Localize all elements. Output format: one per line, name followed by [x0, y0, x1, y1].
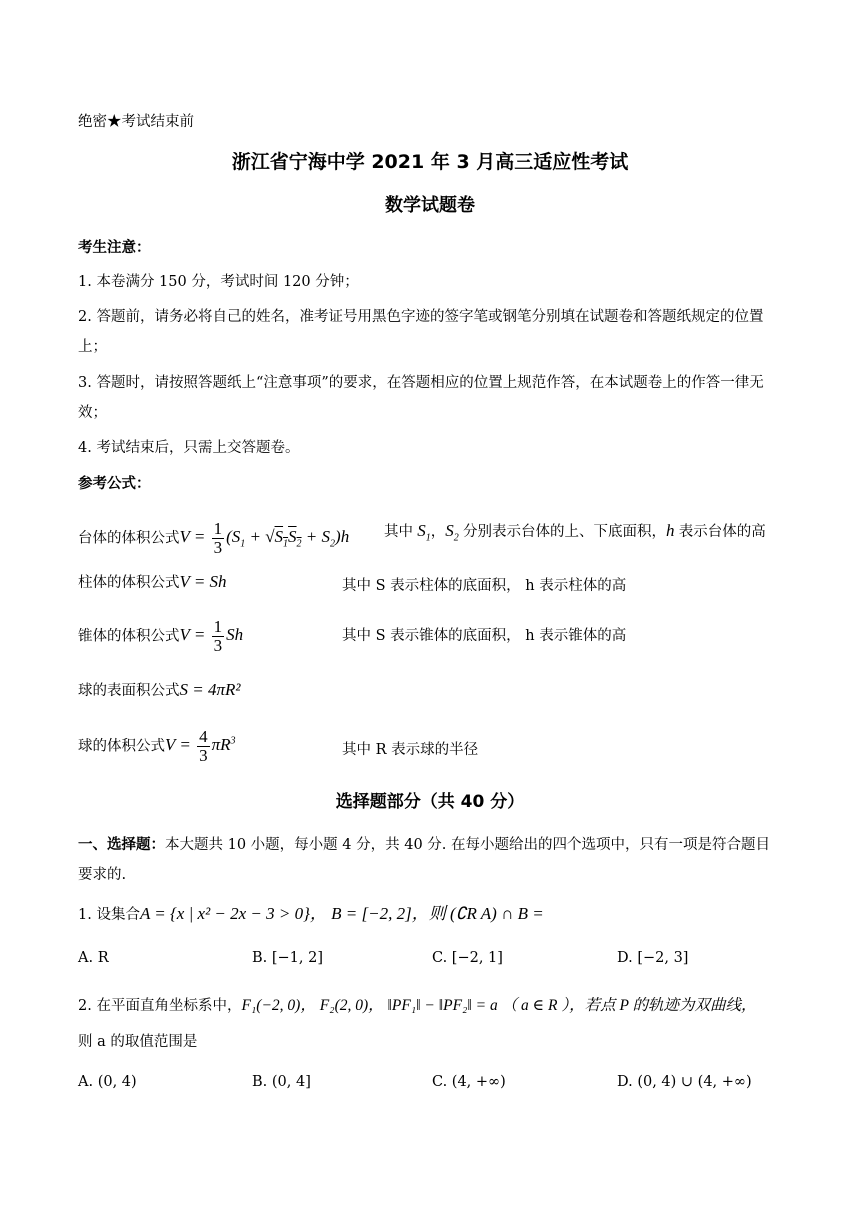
secret-label: 绝密★考试结束前 [78, 114, 194, 130]
sphere-area-label: 球的表面积公式 [78, 683, 180, 699]
cone-note: 其中 S 表示锥体的底面积， h 表示锥体的高 [342, 628, 627, 644]
cylinder-label: 柱体的体积公式 [78, 575, 180, 591]
question-1-stem: 1. 设集合A = {x | x² − 2x − 3 > 0}， B = [−2, 2]，则 (∁R A) ∩ B = [78, 904, 544, 923]
sphere-volume-label: 球的体积公式 [78, 738, 165, 755]
sphere-area-row [78, 680, 240, 701]
cylinder-formula-row [78, 572, 227, 593]
question-2-math: F₁(−2, 0)， F₂(2, 0)， ‖PF₁‖ − ‖PF₂‖ = a （ a ∈ R ），若点 P 的轨迹为双曲线， [241, 997, 757, 1014]
sphere-volume-formula: V = $\frac{4}{3}$ $\pi R^3$ [165, 727, 236, 765]
question-1-option-b: B. [−1, 2] [252, 950, 324, 966]
section-title: 选择题部分（共 40 分） [335, 792, 525, 812]
section-intro [78, 830, 784, 890]
frustum-formula-row [78, 520, 349, 557]
notice-heading: 考生注意： [78, 239, 151, 256]
notice-item-1: 1. 本卷满分 150 分，考试时间 120 分钟； [78, 274, 359, 290]
question-2-option-a: A. (0, 4) [78, 1074, 137, 1090]
question-2-option-b: B. (0, 4] [252, 1074, 311, 1090]
question-2-stem-2: 则 a 的取值范围是 [78, 1034, 198, 1050]
question-1-option-c: C. [−2, 1] [432, 950, 503, 966]
sphere-area-formula: S = 4πR² [179, 680, 241, 699]
exam-subtitle: 数学试题卷 [385, 195, 475, 216]
notice-item-3: 3. 答题时，请按照答题纸上“注意事项”的要求，在答题相应的位置上规范作答，在本试题卷上的作答一律无效； [78, 375, 764, 421]
question-1-math: A = {x | x² − 2x − 3 > 0}， B = [−2, 2]，则 (∁R A) ∩ B = [139, 904, 544, 923]
question-2-option-d: D. (0, 4) ∪ (4, +∞) [617, 1074, 752, 1090]
sphere-volume-row [78, 728, 235, 765]
sphere-volume-note: 其中 R 表示球的半径 [342, 742, 479, 758]
frustum-note: 其中 $S_1$，$S_2$ 分别表示台体的上、下底面积，h 表示台体的高 [384, 521, 766, 544]
question-2-option-c: C. (4, +∞) [432, 1074, 506, 1090]
cone-label: 锥体的体积公式 [78, 628, 180, 645]
frustum-formula: V = $\frac{1}{3}$ $(S_1 + √S_1S_2 + S_2)h$ [179, 519, 350, 557]
question-1-option-d: D. [−2, 3] [617, 950, 689, 966]
cone-formula-row [78, 618, 243, 655]
cylinder-note: 其中 S 表示柱体的底面积， h 表示柱体的高 [342, 578, 627, 594]
cone-formula: V = $\frac{1}{3}$ Sh [179, 617, 244, 655]
section-intro-text: 本大题共 10 小题，每小题 4 分，共 40 分. 在每小题给出的四个选项中，只有一项是符合题目要求的. [78, 837, 770, 883]
exam-title: 浙江省宁海中学 2021 年 3 月高三适应性考试 [231, 151, 629, 173]
notice-item-4: 4. 考试结束后，只需上交答题卷。 [78, 440, 300, 456]
cylinder-formula: V = Sh [179, 572, 227, 591]
frustum-label: 台体的体积公式 [78, 530, 180, 547]
question-1-option-a: A. R [78, 950, 109, 966]
formula-heading: 参考公式： [78, 475, 151, 492]
notice-item-2: 2. 答题前，请务必将自己的姓名，准考证号用黑色字迹的签字笔或钢笔分别填在试题卷和答题纸规定的位置上； [78, 309, 764, 355]
question-2-stem: 2. 在平面直角坐标系中，F₁(−2, 0)， F₂(2, 0)， ‖PF₁‖ − ‖PF₂‖ = a （ a ∈ R ），若点 P 的轨迹为双曲线， [78, 997, 757, 1014]
section-intro-label: 一、选择题： [78, 836, 165, 853]
